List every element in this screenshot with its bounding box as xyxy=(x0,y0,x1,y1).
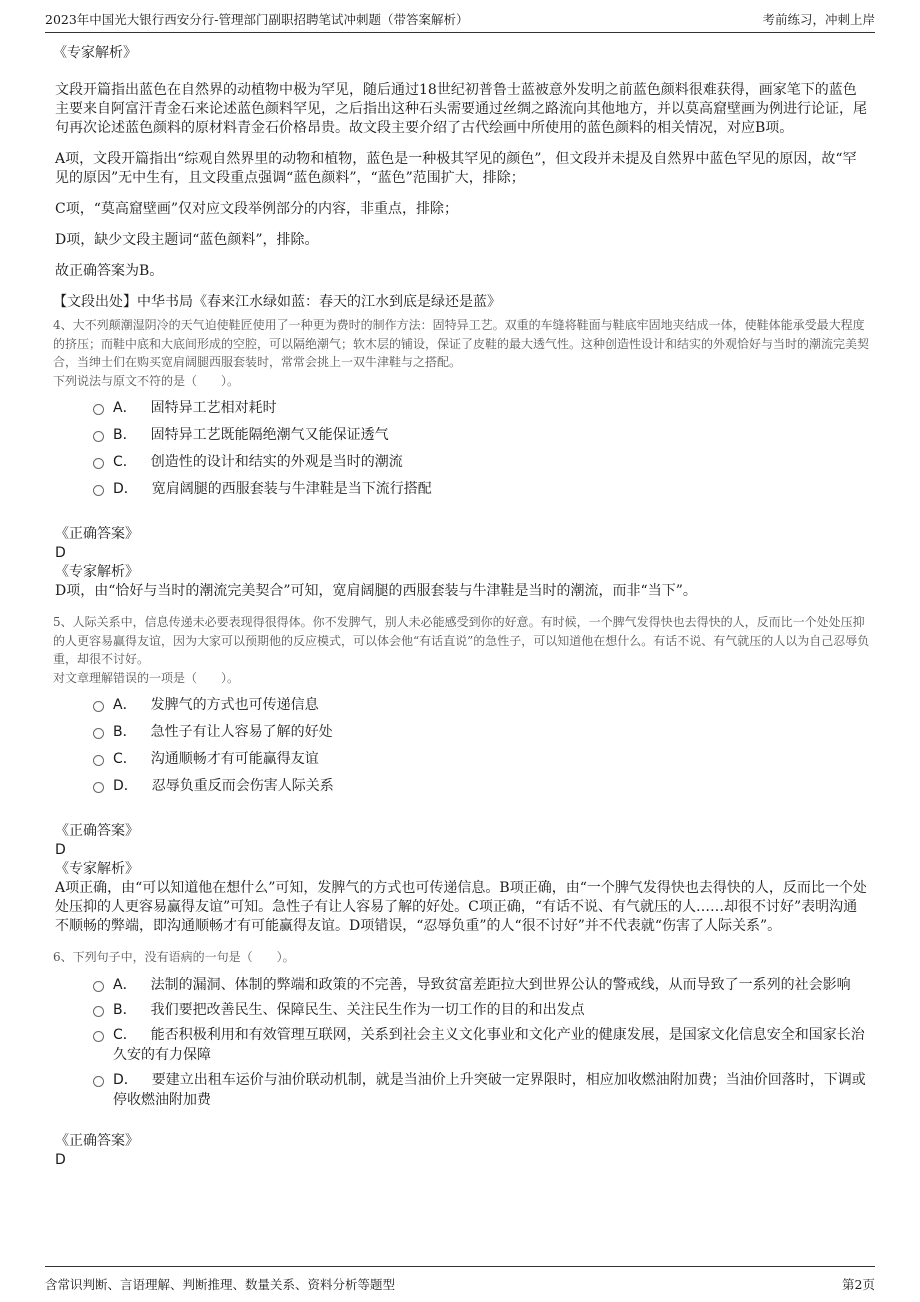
question-5-prompt: 对文章理解错误的一项是（ ）。 xyxy=(53,670,240,685)
analysis-option-c: C项，“莫高窟壁画”仅对应文段举例部分的内容，非重点，排除； xyxy=(55,201,459,217)
correct-answer-label: 《正确答案》 xyxy=(55,526,139,542)
option-b[interactable]: B． 我们要把改善民生、保障民生、关注民生作为一切工作的目的和出发点 xyxy=(55,1000,870,1020)
page-content xyxy=(55,44,870,1170)
question-6-stem: 6、下列句子中，没有语病的一句是（ ）。 xyxy=(53,950,295,964)
question-4-options xyxy=(55,398,870,499)
option-d[interactable]: D． 宽肩阔腿的西服套装与牛津鞋是当下流行搭配 xyxy=(55,479,870,499)
question-5-options xyxy=(55,695,870,796)
radio-button[interactable] xyxy=(93,1006,104,1017)
option-c[interactable]: C． 创造性的设计和结实的外观是当时的潮流 xyxy=(55,452,870,472)
correct-answer: D xyxy=(55,1151,66,1168)
page-footer xyxy=(45,1266,875,1293)
option-c[interactable]: C． 能否积极利用和有效管理互联网，关系到社会主义文化事业和文化产业的健康发展，是国家文化信息安全和国家长治久安的有力保障 xyxy=(55,1025,870,1065)
passage-source: 【文段出处】中华书局《春来江水绿如蓝：春天的江水到底是绿还是蓝》 xyxy=(53,294,501,310)
radio-button[interactable] xyxy=(93,458,104,469)
radio-button[interactable] xyxy=(93,755,104,766)
radio-button[interactable] xyxy=(93,1031,104,1042)
option-a[interactable]: A． 固特异工艺相对耗时 xyxy=(55,398,870,418)
footer-topics: 含常识判断、言语理解、判断推理、数量关系、资料分析等题型 xyxy=(45,1277,396,1292)
page-header xyxy=(45,10,875,33)
header-slogan: 考前练习，冲刺上岸 xyxy=(762,12,875,27)
option-a[interactable]: A． 发脾气的方式也可传递信息 xyxy=(55,695,870,715)
option-b[interactable]: B． 固特异工艺既能隔绝潮气又能保证透气 xyxy=(55,425,870,445)
expert-analysis-text: 文段开篇指出蓝色在自然界的动植物中极为罕见，随后通过18世纪初普鲁士蓝被意外发明之前蓝色颜料很难获得，画家笔下的蓝色主要来自阿富汗青金石来论述蓝色颜料罕见，之后指出这种石头需要通过丝绸之路流向其他地方，并以莫高窟壁画为例进行论证，尾句再次论述蓝色颜料的原材料青金石价格昂贵。故文段主要介绍了古代绘画中所使用的蓝色颜料的相关情况，对应B项。 xyxy=(55,82,867,136)
analysis-option-d: D项，缺少文段主题词“蓝色颜料”，排除。 xyxy=(55,232,319,248)
expert-analysis-text: A项正确，由“可以知道他在想什么”可知，发脾气的方式也可传递信息。B项正确，由“一个脾气发得快也去得快的人，反而比一个处处压抑的人更容易赢得友谊”可知。急性子有让人容易了解的好处。C项正确，“有话不说、有气就压的人……却很不讨好”表明沟通不顺畅的弊端，即沟通顺畅才有可能赢得友谊。D项错误，“忍辱负重”的人“很不讨好”并不代表就“伤害了人际关系”。 xyxy=(55,880,867,934)
radio-button[interactable] xyxy=(93,404,104,415)
document-title: 2023年中国光大银行西安分行-管理部门副职招聘笔试冲刺题（带答案解析） xyxy=(45,12,469,27)
radio-button[interactable] xyxy=(93,431,104,442)
expert-analysis-label: 《专家解析》 xyxy=(55,861,139,877)
option-d[interactable]: D． 要建立出租车运价与油价联动机制，就是当油价上升突破一定界限时，相应加收燃油附加费；当油价回落时，下调或停收燃油附加费 xyxy=(55,1070,870,1110)
question-4-prompt: 下列说法与原文不符的是（ ）。 xyxy=(53,373,240,388)
radio-button[interactable] xyxy=(93,1076,104,1087)
radio-button[interactable] xyxy=(93,701,104,712)
analysis-option-a: A项，文段开篇指出“综观自然界里的动物和植物，蓝色是一种极其罕见的颜色”，但文段并未提及自然界中蓝色罕见的原因，故“罕见的原因”无中生有，且文段重点强调“蓝色颜料”，“蓝色”范围扩大，排除； xyxy=(55,151,857,186)
question-4-stem: 4、大不列颠潮湿阴冷的天气迫使鞋匠使用了一种更为费时的制作方法：固特异工艺。双重的车缝将鞋面与鞋底牢固地夹结成一体，使鞋体能承受最大程度的挤压；而鞋中底和大底间形成的空腔，可以隔绝潮气；软木层的铺设，保证了皮鞋的最大透气性。这种创造性设计和结实的外观恰好与当时的潮流完美契合，当绅士们在购买宽肩阔腿西服套装时，常常会挑上一双牛津鞋与之搭配。 xyxy=(53,318,870,369)
radio-button[interactable] xyxy=(93,782,104,793)
option-d[interactable]: D． 忍辱负重反而会伤害人际关系 xyxy=(55,776,870,796)
expert-analysis-label: 《专家解析》 xyxy=(53,45,137,61)
question-5-stem: 5、人际关系中，信息传递未必要表现得很得体。你不发脾气，别人未必能感受到你的好意。有时候，一个脾气发得快也去得快的人，反而比一个处处压抑的人更容易赢得友谊，因为大家可以预期他的反应模式，可以体会他“有话直说”的急性子，可以知道他在想什么。有话不说、有气就压的人以为自己忍辱负重，却很不讨好。 xyxy=(53,615,870,666)
option-c[interactable]: C． 沟通顺畅才有可能赢得友谊 xyxy=(55,749,870,769)
radio-button[interactable] xyxy=(93,728,104,739)
correct-answer: D xyxy=(55,545,66,561)
option-a[interactable]: A． 法制的漏洞、体制的弊端和政策的不完善，导致贫富差距拉大到世界公认的警戒线，从而导致了一系列的社会影响 xyxy=(55,975,870,995)
analysis-conclusion: 故正确答案为B。 xyxy=(55,263,164,279)
question-6-options xyxy=(55,975,870,1110)
radio-button[interactable] xyxy=(93,485,104,496)
expert-analysis-text: D项，由“恰好与当时的潮流完美契合”可知，宽肩阔腿的西服套装与牛津鞋是当时的潮流，而非“当下”。 xyxy=(55,583,697,599)
correct-answer-label: 《正确答案》 xyxy=(55,823,139,839)
option-b[interactable]: B． 急性子有让人容易了解的好处 xyxy=(55,722,870,742)
radio-button[interactable] xyxy=(93,981,104,992)
correct-answer: D xyxy=(55,842,66,858)
correct-answer-label: 《正确答案》 xyxy=(55,1132,139,1149)
expert-analysis-label: 《专家解析》 xyxy=(55,564,139,580)
page-number: 第2页 xyxy=(842,1277,875,1292)
